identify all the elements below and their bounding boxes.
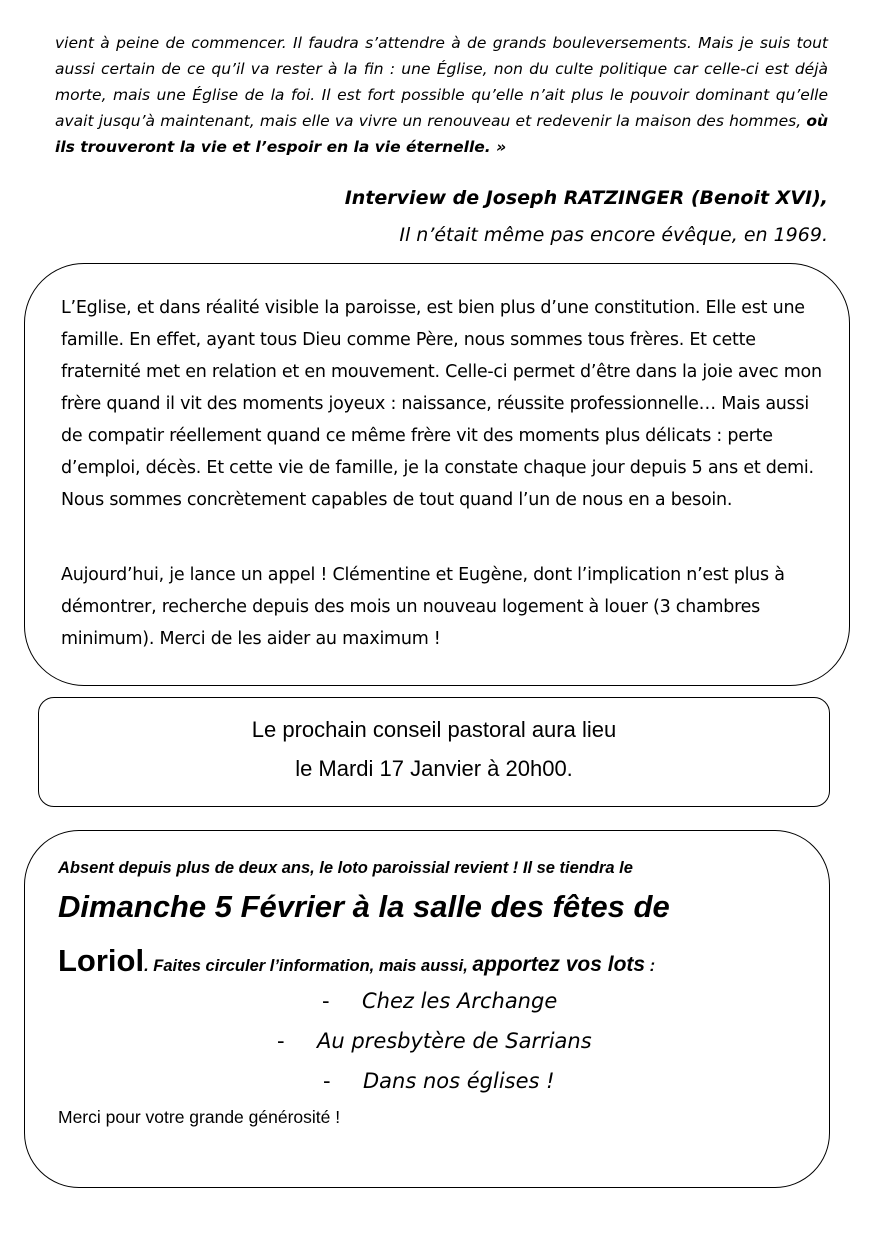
- quote-text: vient à peine de commencer. Il faudra s’attendre à de grands bouleversements. Mais je suis tout aussi certain de ce qu’il va rester à la fin : une Église, non du culte politique car celle-ci est déjà morte, mais une Église de la foi. Il est fort possible qu’elle n’ait plus le pouvoir dominant qu’elle avait jusqu’à maintenant, mais elle va vivre un renouveau et redevenir la maison des hommes,: [55, 34, 828, 130]
- loto-line-2: [58, 943, 655, 979]
- loto-box: [24, 830, 830, 1188]
- loto-thanks: Merci pour votre grande générosité !: [58, 1107, 341, 1127]
- loto-place-end: Loriol: [58, 943, 145, 978]
- family-paragraph-2: Aujourd’hui, je lance un appel ! Clémentine et Eugène, dont l’implication n’est plus à démontrer, recherche depuis des mois un nouveau logement à louer (3 chambres minimum). Merci de les aider au maximum !: [61, 565, 785, 649]
- loto-bring: apportez vos lots: [472, 953, 646, 976]
- loto-date-place: Dimanche 5 Février à la salle des fêtes de: [58, 889, 670, 924]
- quote-paragraph: [55, 30, 828, 160]
- list-item: [323, 1069, 555, 1093]
- list-dash: -: [277, 1029, 285, 1053]
- quote-attribution: Interview de Joseph RATZINGER (Benoit XVI),: [344, 187, 828, 209]
- quote-bold-text: où ils trouveront la vie et l’espoir en la vie éternelle. »: [55, 112, 828, 156]
- loto-colon: :: [645, 957, 656, 975]
- council-line-2: le Mardi 17 Janvier à 20h00.: [295, 756, 573, 781]
- list-item: [322, 989, 557, 1013]
- quote-attribution-note: Il n’était même pas encore évêque, en 1969.: [399, 224, 828, 246]
- loto-intro: Absent depuis plus de deux ans, le loto paroissial revient ! Il se tiendra le: [58, 859, 633, 877]
- family-box: [24, 263, 850, 686]
- council-line-1: Le prochain conseil pastoral aura lieu: [251, 717, 617, 742]
- list-dash: -: [323, 1069, 331, 1093]
- list-item-text: Au presbytère de Sarrians: [317, 1029, 592, 1053]
- loto-circulate: . Faites circuler l’information, mais aussi,: [144, 957, 473, 975]
- council-box: [38, 697, 830, 807]
- family-paragraph-1: L’Eglise, et dans réalité visible la paroisse, est bien plus d’une constitution. Elle est une famille. En effet, ayant tous Dieu comme Père, nous sommes tous frères. Et cette fraternité met en relation et en mouvement. Celle-ci permet d’être dans la joie avec mon frère quand il vit des moments joyeux : naissance, réussite professionnelle… Mais aussi de compatir réellement quand ce même frère vit des moments plus délicats : perte d’emploi, décès. Et cette vie de famille, je la constate chaque jour depuis 5 ans et demi. Nous sommes concrètement capables de tout quand l’un de nous en a besoin.: [61, 298, 822, 510]
- list-item-text: Dans nos églises !: [363, 1069, 555, 1093]
- list-dash: -: [322, 989, 330, 1013]
- list-item-text: Chez les Archange: [362, 989, 558, 1013]
- list-item: [277, 1029, 592, 1053]
